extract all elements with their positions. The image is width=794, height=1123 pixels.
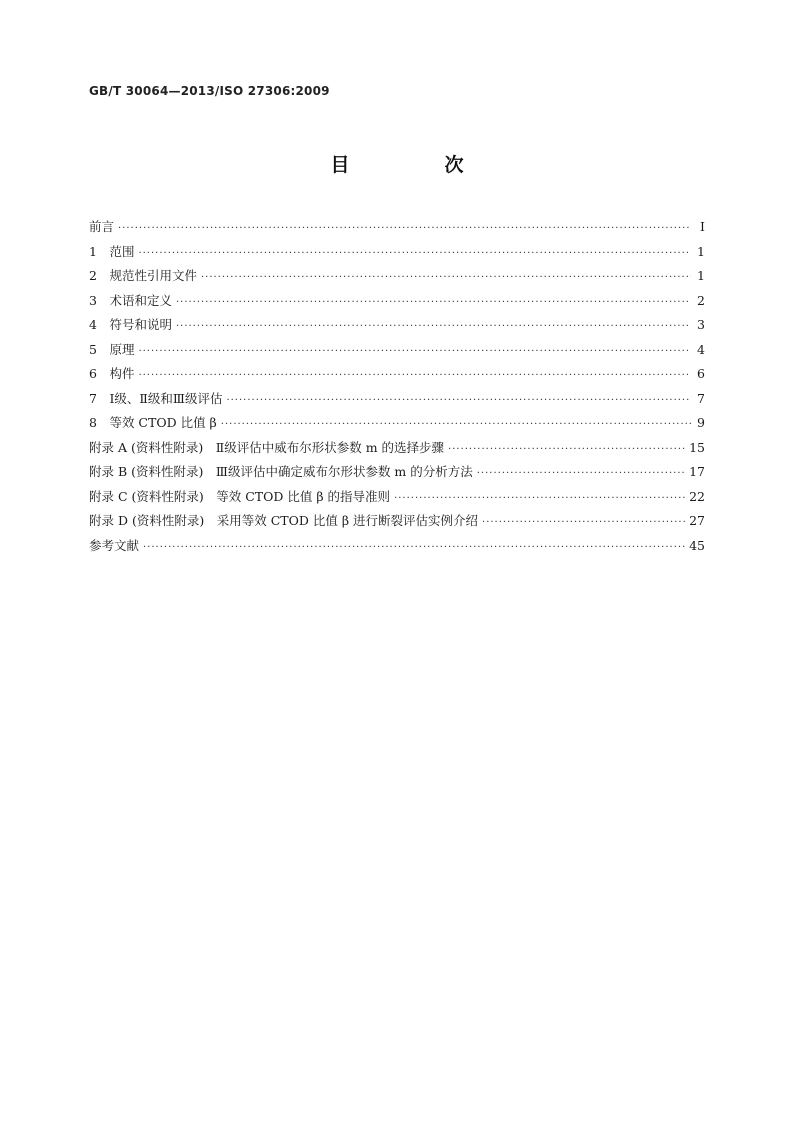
toc-page-number: 27 [689, 513, 705, 528]
toc-entry-annex-d[interactable] [89, 511, 705, 536]
toc-entry-label: 附录 C (资料性附录) 等效 CTOD 比值 β 的指导准则 [89, 488, 391, 504]
dot-leader [143, 538, 685, 558]
standard-id-header: GB/T 30064—2013/ISO 27306:2009 [89, 84, 330, 98]
dot-leader [118, 219, 691, 239]
dot-leader [138, 342, 691, 362]
dot-leader [176, 317, 691, 337]
page-title: 目 次 [330, 154, 502, 176]
toc-entry-label: 8 等效 CTOD 比值 β [89, 415, 217, 430]
toc-entry-label: 5 原理 [89, 341, 135, 357]
toc-entry-label: 参考文献 [89, 537, 140, 553]
toc-entry-foreword[interactable] [89, 217, 705, 242]
dot-leader [221, 415, 691, 435]
toc-entry-scope[interactable] [89, 242, 705, 267]
toc-entry-ctod-ratio[interactable] [89, 413, 705, 438]
dot-leader [201, 268, 691, 288]
toc-entry-terms-definitions[interactable] [89, 291, 705, 316]
toc-entry-annex-b[interactable] [89, 462, 705, 487]
dot-leader [482, 513, 685, 533]
toc-page-number: 9 [697, 415, 705, 430]
dot-leader [477, 464, 685, 484]
toc-page-number: 2 [697, 292, 705, 308]
toc-page-number: 22 [689, 488, 705, 504]
toc-page-number: 15 [689, 439, 705, 455]
toc-page-number: 45 [689, 537, 705, 553]
toc-entry-annex-a[interactable] [89, 438, 705, 463]
table-of-contents [89, 217, 705, 560]
toc-entry-label: 7 Ⅰ级、Ⅱ级和Ⅲ级评估 [89, 390, 223, 406]
toc-page-number: 7 [697, 390, 705, 406]
toc-entry-bibliography[interactable] [89, 536, 705, 561]
toc-entry-label: 附录 A (资料性附录) Ⅱ级评估中威布尔形状参数 m 的选择步骤 [89, 439, 445, 455]
dot-leader [226, 391, 691, 411]
toc-entry-normative-references[interactable] [89, 266, 705, 291]
dot-leader [448, 440, 685, 460]
toc-entry-label: 1 范围 [89, 243, 135, 259]
toc-entry-principle[interactable] [89, 340, 705, 365]
dot-leader [394, 489, 685, 509]
toc-page-number: 1 [697, 268, 705, 283]
toc-entry-components[interactable] [89, 364, 705, 389]
toc-entry-assessment-levels[interactable] [89, 389, 705, 414]
toc-page-number: Ⅰ [700, 219, 705, 234]
dot-leader [138, 366, 691, 386]
toc-page-number: 4 [697, 341, 705, 357]
toc-entry-symbols[interactable] [89, 315, 705, 340]
toc-entry-label: 前言 [89, 219, 115, 234]
dot-leader [176, 293, 691, 313]
toc-page-number: 6 [697, 366, 705, 381]
toc-page-number: 3 [697, 317, 705, 332]
toc-entry-label: 4 符号和说明 [89, 317, 172, 332]
toc-page-number: 17 [689, 464, 705, 479]
toc-entry-label: 2 规范性引用文件 [89, 268, 197, 283]
dot-leader [138, 244, 691, 264]
toc-entry-label: 3 术语和定义 [89, 292, 172, 308]
toc-page-number: 1 [697, 243, 705, 259]
toc-entry-label: 6 构件 [89, 366, 135, 381]
toc-entry-annex-c[interactable] [89, 487, 705, 512]
toc-entry-label: 附录 D (资料性附录) 采用等效 CTOD 比值 β 进行断裂评估实例介绍 [89, 513, 479, 528]
toc-entry-label: 附录 B (资料性附录) Ⅲ级评估中确定威布尔形状参数 m 的分析方法 [89, 464, 473, 479]
